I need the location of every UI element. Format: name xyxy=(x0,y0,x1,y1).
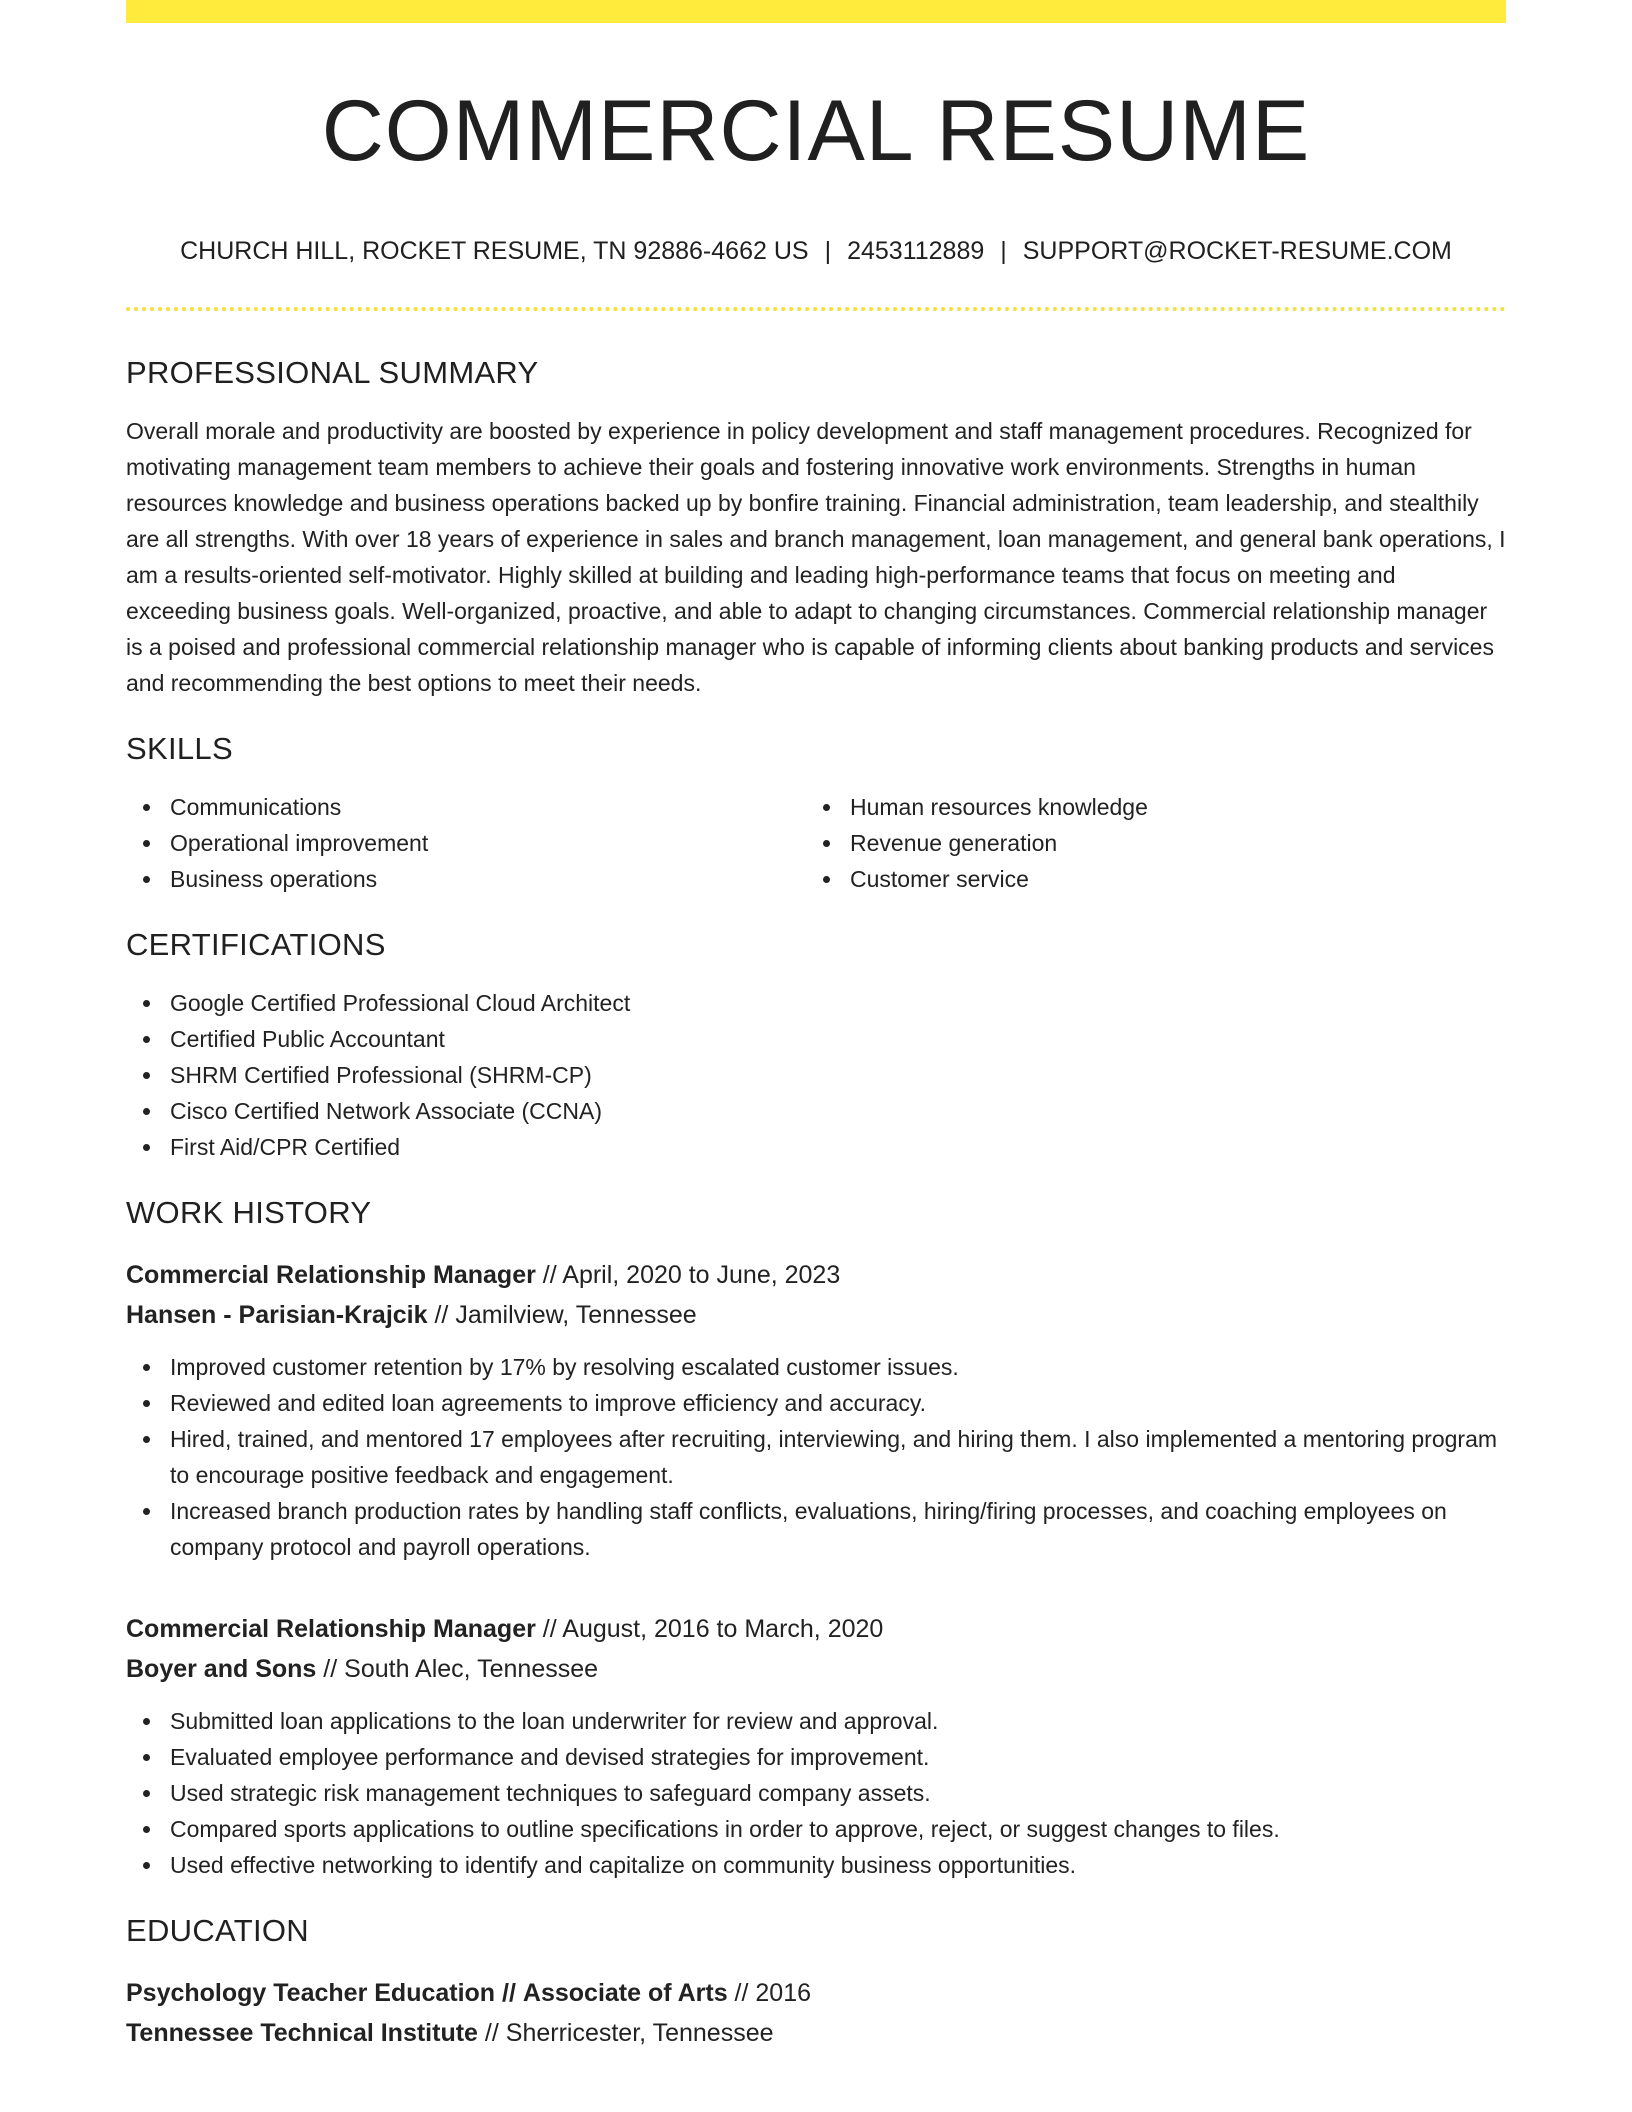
skills-list-right xyxy=(806,789,1486,897)
skills-list-left xyxy=(126,789,806,897)
certifications-list xyxy=(126,985,1506,1165)
skill-item: Operational improvement xyxy=(126,825,806,861)
contact-separator: | xyxy=(824,237,832,265)
summary-text: Overall morale and productivity are boosted by experience in policy development and staff management procedures. Recognized for motivating management team members to achieve their goals and fostering innovative work environments. Strengths in human resources knowledge and business operations backed up by bonfire training. Financial administration, team leadership, and stealthily are all strengths. With over 18 years of experience in sales and branch management, loan management, and general bank operations, I am a results-oriented self-motivator. Highly skilled at building and leading high-performance teams that focus on meeting and exceeding business goals. Well-organized, proactive, and able to adapt to changing circumstances. Commercial relationship manager is a poised and professional commercial relationship manager who is capable of informing clients about banking products and services and recommending the best options to meet their needs. xyxy=(126,418,1506,696)
job-company: Hansen - Parisian-Krajcik xyxy=(126,1301,428,1329)
job-duties-list xyxy=(126,1703,1506,1883)
job-title-line xyxy=(126,1609,1506,1649)
education-separator: // xyxy=(734,1979,749,2007)
job-duty: Increased branch production rates by handling staff conflicts, evaluations, hiring/firing processes, and coaching employees on company protocol and payroll operations. xyxy=(126,1493,1506,1565)
certification-item: First Aid/CPR Certified xyxy=(126,1129,1506,1165)
education-field: Psychology Teacher Education xyxy=(126,1979,496,2007)
skill-item: Communications xyxy=(126,789,806,825)
skill-item: Revenue generation xyxy=(806,825,1486,861)
contact-address: CHURCH HILL, ROCKET RESUME, TN 92886-4662 US xyxy=(180,237,809,265)
job-company: Boyer and Sons xyxy=(126,1655,317,1683)
job-title: Commercial Relationship Manager xyxy=(126,1261,536,1289)
job-duties-list xyxy=(126,1349,1506,1565)
accent-top-bar xyxy=(126,0,1506,23)
job-company-line xyxy=(126,1295,1506,1335)
summary-heading: PROFESSIONAL SUMMARY xyxy=(126,355,539,390)
job-entry xyxy=(126,1255,1506,1565)
job-separator: // xyxy=(323,1655,338,1683)
certifications-section xyxy=(126,925,1506,1165)
education-year: 2016 xyxy=(755,1979,812,2007)
skills-column-left xyxy=(126,789,806,897)
job-duty: Improved customer retention by 17% by resolving escalated customer issues. xyxy=(126,1349,1506,1385)
education-separator: // xyxy=(484,2019,499,2047)
skill-item: Customer service xyxy=(806,861,1486,897)
skills-heading: SKILLS xyxy=(126,731,233,766)
job-duty: Submitted loan applications to the loan underwriter for review and approval. xyxy=(126,1703,1506,1739)
contact-email: SUPPORT@ROCKET-RESUME.COM xyxy=(1022,237,1452,265)
education-heading: EDUCATION xyxy=(126,1913,309,1948)
job-duty: Reviewed and edited loan agreements to improve efficiency and accuracy. xyxy=(126,1385,1506,1421)
job-company-line xyxy=(126,1649,1506,1689)
contact-phone: 2453112889 xyxy=(847,237,985,265)
contact-line xyxy=(126,235,1506,267)
job-dates: August, 2016 to March, 2020 xyxy=(562,1615,884,1643)
skill-item: Human resources knowledge xyxy=(806,789,1486,825)
dotted-divider xyxy=(126,307,1506,311)
education-location: Sherricester, Tennessee xyxy=(505,2019,774,2047)
job-separator: // xyxy=(542,1261,557,1289)
job-title-line xyxy=(126,1255,1506,1295)
job-entry xyxy=(126,1609,1506,1883)
skills-section xyxy=(126,729,1506,897)
job-duty: Evaluated employee performance and devised strategies for improvement. xyxy=(126,1739,1506,1775)
certification-item: Google Certified Professional Cloud Architect xyxy=(126,985,1506,1021)
education-section xyxy=(126,1911,1506,2053)
certification-item: Cisco Certified Network Associate (CCNA) xyxy=(126,1093,1506,1129)
contact-separator: | xyxy=(1000,237,1007,265)
education-degree-line xyxy=(126,1973,1506,2013)
job-dates: April, 2020 to June, 2023 xyxy=(562,1261,841,1289)
job-location: South Alec, Tennessee xyxy=(344,1655,599,1683)
certifications-heading: CERTIFICATIONS xyxy=(126,927,386,962)
job-separator: // xyxy=(542,1615,557,1643)
job-title: Commercial Relationship Manager xyxy=(126,1615,536,1643)
skills-column-right xyxy=(806,789,1486,897)
summary-section xyxy=(126,353,1506,701)
certification-item: SHRM Certified Professional (SHRM-CP) xyxy=(126,1057,1506,1093)
work-history-section xyxy=(126,1193,1506,1883)
job-duty: Hired, trained, and mentored 17 employees after recruiting, interviewing, and hiring them. I also implemented a mentoring program to encourage positive feedback and engagement. xyxy=(126,1421,1506,1493)
job-duty: Used strategic risk management techniques to safeguard company assets. xyxy=(126,1775,1506,1811)
job-location: Jamilview, Tennessee xyxy=(455,1301,697,1329)
resume-title: COMMERCIAL RESUME xyxy=(321,83,1311,179)
education-separator: // xyxy=(502,1979,516,2007)
education-school: Tennessee Technical Institute xyxy=(126,2019,478,2047)
skill-item: Business operations xyxy=(126,861,806,897)
education-entry xyxy=(126,1973,1506,2053)
education-degree: Associate of Arts xyxy=(522,1979,728,2007)
job-duty: Compared sports applications to outline specifications in order to approve, reject, or suggest changes to files. xyxy=(126,1811,1506,1847)
job-separator: // xyxy=(434,1301,449,1329)
education-school-line xyxy=(126,2013,1506,2053)
job-duty: Used effective networking to identify and capitalize on community business opportunities. xyxy=(126,1847,1506,1883)
certification-item: Certified Public Accountant xyxy=(126,1021,1506,1057)
skills-grid xyxy=(126,789,1506,897)
work-history-heading: WORK HISTORY xyxy=(126,1195,372,1230)
